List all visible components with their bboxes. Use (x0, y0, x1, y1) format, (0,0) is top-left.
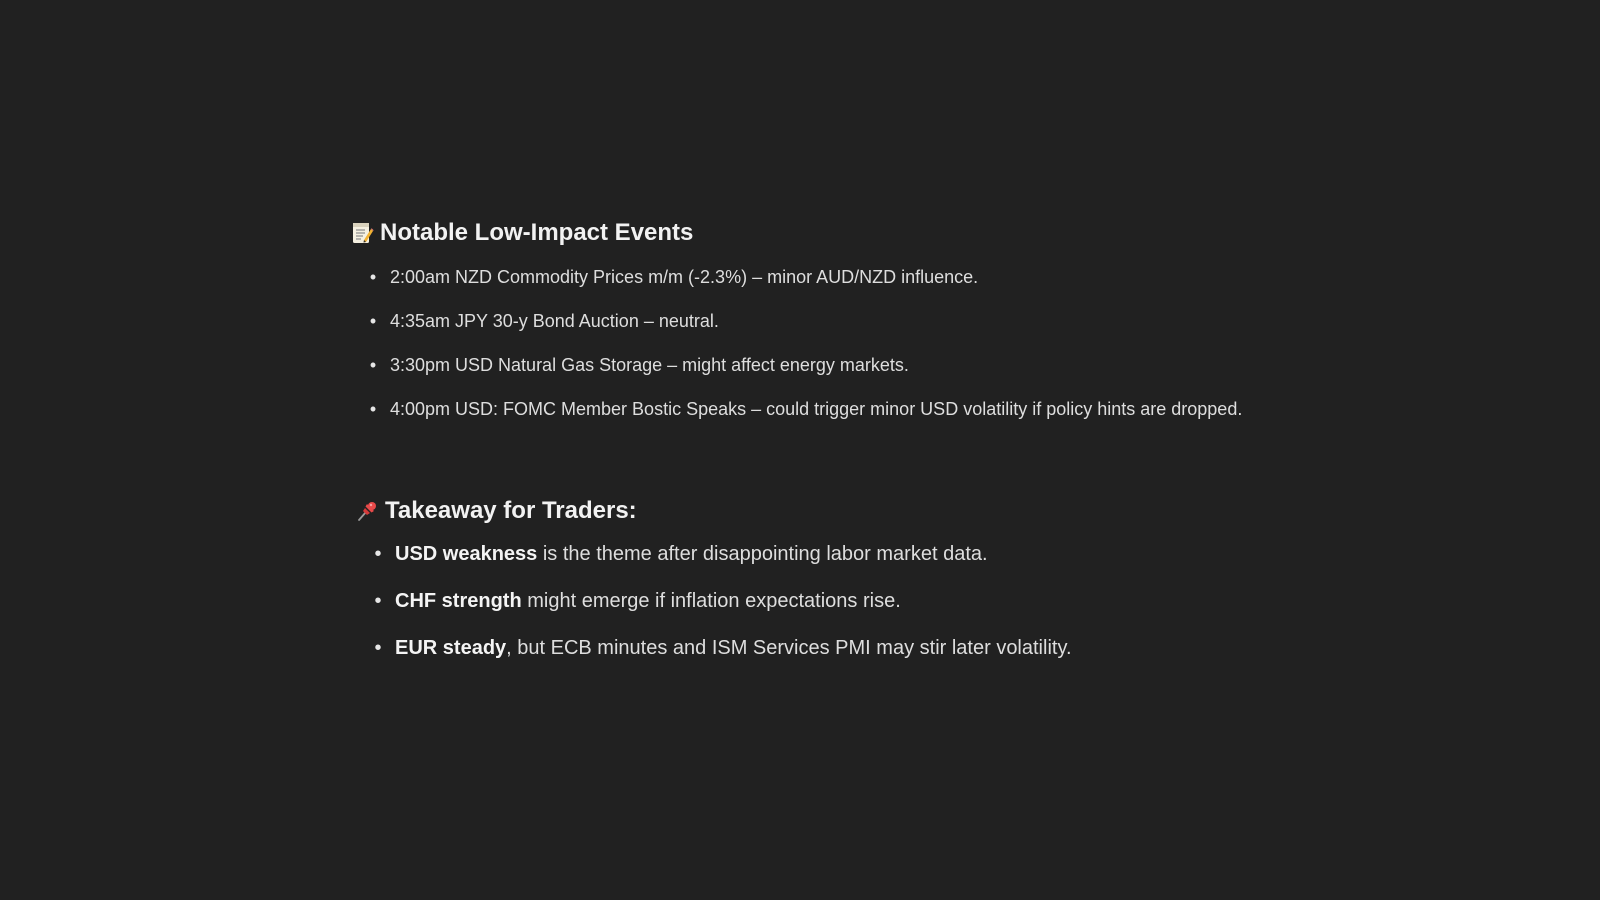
takeaway-text: might emerge if inflation expectations rise. (521, 590, 901, 612)
takeaway-bold: CHF strength (395, 590, 522, 612)
bullet: • (369, 311, 377, 331)
bullet: • (374, 543, 382, 565)
notable-events-title: Notable Low-Impact Events (380, 219, 694, 246)
takeaway-section (355, 494, 1275, 681)
bullet: • (374, 637, 382, 659)
takeaway-bold: USD weakness (395, 543, 538, 565)
list-item (371, 587, 1275, 615)
takeaway-text: is the theme after disappointing labor market data. (537, 543, 988, 565)
notable-events-list (366, 260, 1270, 426)
event-text: 4:00pm USD: FOMC Member Bostic Speaks – could trigger minor USD volatility if policy hints are dropped. (390, 399, 1243, 419)
pushpin-icon (355, 499, 379, 523)
event-text: 2:00am NZD Commodity Prices m/m (-2.3%) – minor AUD/NZD influence. (390, 267, 979, 287)
memo-icon (350, 221, 374, 245)
bullet: • (369, 355, 377, 375)
event-text: 3:30pm USD Natural Gas Storage – might affect energy markets. (390, 355, 909, 375)
event-text: 4:35am JPY 30-y Bond Auction – neutral. (390, 311, 719, 331)
list-item (371, 634, 1275, 662)
notable-events-section (350, 216, 1270, 436)
bullet: • (369, 399, 377, 419)
list-item (366, 348, 1270, 382)
list-item (366, 260, 1270, 294)
notable-events-heading (350, 216, 1270, 250)
takeaway-bold: EUR steady (395, 637, 507, 659)
takeaway-title: Takeaway for Traders: (385, 497, 637, 524)
bullet: • (374, 590, 382, 612)
list-item (371, 540, 1275, 568)
bullet: • (369, 267, 377, 287)
takeaway-heading (355, 494, 1275, 528)
list-item (366, 304, 1270, 338)
takeaway-list (371, 540, 1275, 662)
list-item (366, 392, 1270, 426)
takeaway-text: , but ECB minutes and ISM Services PMI may stir later volatility. (506, 637, 1072, 659)
